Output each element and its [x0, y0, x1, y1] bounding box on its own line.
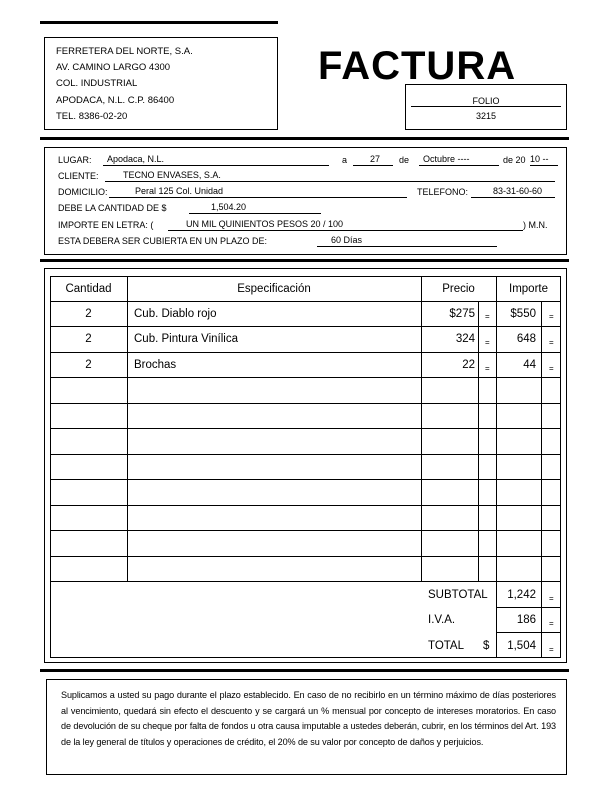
- importe-letra-value: UN MIL QUINIENTOS PESOS 20 / 100: [186, 219, 344, 229]
- company-info-box: [44, 37, 278, 130]
- client-details-box: [44, 147, 567, 255]
- day-field: [353, 154, 393, 166]
- iva-value: 186: [516, 614, 536, 626]
- col-line: [478, 301, 479, 582]
- row-1-precio-cents: =: [485, 312, 490, 321]
- row-1-cantidad: 2: [85, 308, 92, 320]
- domicilio-label: DOMICILIO:: [58, 187, 108, 197]
- cantidad-field: [189, 202, 321, 214]
- row-3-precio: 22: [462, 359, 475, 371]
- plazo-value: 60 Días: [331, 235, 363, 245]
- plazo-label: ESTA DEBERA SER CUBIERTA EN UN PLAZO DE:: [58, 236, 268, 246]
- company-city: APODACA, N.L. C.P. 86400: [56, 94, 175, 106]
- iva-cents: =: [549, 619, 554, 628]
- document-title: FACTURA: [318, 44, 517, 88]
- row-1-precio: $275: [449, 308, 475, 320]
- total-cents: =: [549, 645, 554, 654]
- row-2-precio: 324: [455, 333, 475, 345]
- month-value: Octubre ----: [423, 154, 470, 164]
- header-rule: [40, 137, 569, 140]
- company-address: AV. CAMINO LARGO 4300: [56, 62, 171, 74]
- subtotal-cents: =: [549, 594, 554, 603]
- row-3-cantidad: 2: [85, 359, 92, 371]
- domicilio-field: [109, 186, 407, 198]
- telefono-value: 83-31-60-60: [493, 186, 543, 196]
- cantidad-value: 1,504.20: [211, 202, 247, 212]
- col-line: [127, 276, 128, 582]
- importe-letra-field: [168, 219, 523, 231]
- col-line: [421, 276, 422, 582]
- month-field: [419, 154, 499, 166]
- lugar-value: Apodaca, N.L.: [107, 154, 165, 164]
- iva-line: [496, 632, 561, 633]
- cliente-value: TECNO ENVASES, S.A.: [123, 170, 221, 180]
- row-2-importe-cents: =: [549, 338, 554, 347]
- domicilio-value: Peral 125 Col. Unidad: [135, 186, 224, 196]
- row-1-especificacion: Cub. Diablo rojo: [134, 308, 217, 320]
- debe-label: DEBE LA CANTIDAD DE $: [58, 203, 167, 213]
- total-label: TOTAL: [428, 640, 464, 652]
- row-2-cantidad: 2: [85, 333, 92, 345]
- section-rule-2: [40, 669, 569, 672]
- folio-divider: [411, 106, 561, 107]
- subtotal-label: SUBTOTAL: [428, 589, 488, 601]
- plazo-field: [317, 235, 497, 247]
- subtotal-line: [496, 607, 561, 608]
- header-cantidad: Cantidad: [65, 283, 112, 295]
- row-3-precio-cents: =: [485, 364, 490, 373]
- subtotal-value: 1,242: [507, 589, 536, 601]
- col-line: [541, 301, 542, 658]
- payment-terms-text: Suplicamos a usted su pago durante el plazo establecido. En caso de no recibirlo en un término máximo de días posteriores al vencimiento, quedará sin efecto el descuento y se cargará un % mensual por concepto de intereses moratorios. En caso de devolución de su cheque por falta de fondos u otra causa imputable a ustedes deberán, cubrir, en los términos del Art. 193 de la ley general de títulos y operaciones de crédito, el 20% de su valor por concepto de daños y perjuicios.: [61, 690, 556, 747]
- date-a-label: a: [342, 155, 348, 165]
- header-precio: Precio: [442, 283, 475, 295]
- row-2-precio-cents: =: [485, 338, 490, 347]
- year-value: 10 --: [530, 154, 549, 164]
- company-district: COL. INDUSTRIAL: [56, 78, 138, 90]
- header-importe: Importe: [509, 283, 548, 295]
- day-value: 27: [369, 154, 380, 164]
- top-rule: [40, 21, 278, 24]
- iva-label: I.V.A.: [428, 614, 456, 626]
- importe-letra-label: IMPORTE EN LETRA: (: [58, 220, 154, 230]
- date-de20-label: de 20: [503, 155, 526, 165]
- company-name: FERRETERA DEL NORTE, S.A.: [56, 46, 193, 57]
- row-1-importe-cents: =: [549, 312, 554, 321]
- year-field: [530, 154, 558, 166]
- lugar-field: [103, 154, 329, 166]
- folio-box: [405, 84, 567, 130]
- row-2-especificacion: Cub. Pintura Vinílica: [134, 333, 238, 345]
- cliente-label: CLIENTE:: [58, 171, 99, 181]
- company-phone: TEL. 8386-02-20: [56, 110, 128, 122]
- cliente-field: [105, 170, 555, 182]
- total-value: 1,504: [507, 640, 536, 652]
- telefono-field: [471, 186, 555, 198]
- total-currency: $: [483, 640, 490, 652]
- row-3-especificacion: Brochas: [134, 359, 177, 371]
- row-3-importe: 44: [523, 359, 536, 371]
- section-rule-1: [40, 259, 569, 262]
- row-2-importe: 648: [516, 333, 536, 345]
- telefono-label: TELEFONO:: [417, 187, 469, 197]
- header-especificacion: Especificación: [237, 283, 311, 295]
- date-de-label: de: [399, 155, 410, 165]
- row-1-importe: $550: [510, 308, 536, 320]
- folio-number: 3215: [475, 111, 497, 121]
- mn-label: ) M.N.: [523, 220, 548, 230]
- lugar-label: LUGAR:: [58, 155, 92, 165]
- folio-label: FOLIO: [472, 96, 500, 106]
- payment-terms-box: [46, 679, 567, 775]
- row-3-importe-cents: =: [549, 364, 554, 373]
